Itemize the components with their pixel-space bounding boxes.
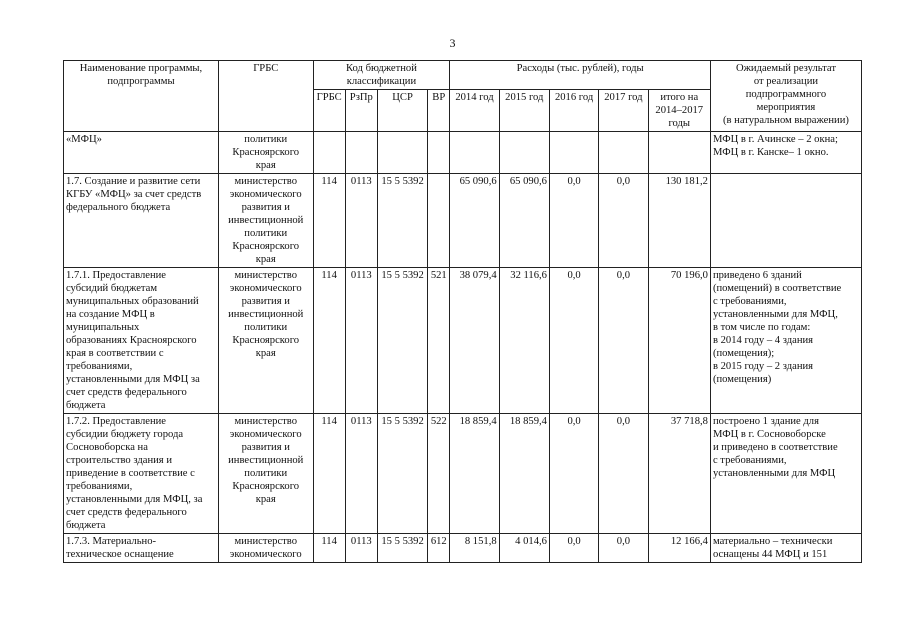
header-result-line: мероприятия xyxy=(756,102,816,113)
cell-total xyxy=(648,132,710,174)
cell-line: Красноярского xyxy=(232,147,300,158)
cell-line: установленными для МФЦ за xyxy=(66,374,200,385)
subheader-total xyxy=(648,90,710,132)
cell-csr: 15 5 5392 xyxy=(377,414,427,534)
cell-line: бюджета xyxy=(66,400,106,411)
cell-line: муниципальных xyxy=(66,322,140,333)
cell-line: Красноярского xyxy=(232,335,300,346)
cell-line: построено 1 здание для xyxy=(712,416,819,427)
cell-total: 70 196,0 xyxy=(648,268,710,414)
cell-y2015: 4 014,6 xyxy=(499,534,549,563)
cell-grbs xyxy=(218,414,313,534)
cell-y2016 xyxy=(549,132,598,174)
cell-line: с требованиями, xyxy=(712,296,787,307)
cell-csr: 15 5 5392 xyxy=(377,268,427,414)
header-result xyxy=(710,61,861,132)
cell-line: 1.7.1. Предоставление xyxy=(66,270,166,281)
cell-code-grbs xyxy=(313,132,345,174)
cell-y2016: 0,0 xyxy=(549,174,598,268)
header-name xyxy=(64,61,219,132)
cell-line: требованиями, xyxy=(66,481,133,492)
cell-line: с требованиями, xyxy=(712,455,787,466)
cell-csr: 15 5 5392 xyxy=(377,534,427,563)
table-row xyxy=(64,174,862,268)
cell-vr xyxy=(428,132,450,174)
cell-line: экономического xyxy=(229,189,302,200)
cell-code-grbs: 114 xyxy=(313,534,345,563)
subheader-csr: ЦСР xyxy=(377,90,427,132)
cell-vr xyxy=(428,174,450,268)
header-name-line: подпрограммы xyxy=(107,76,175,87)
table-row xyxy=(64,132,862,174)
cell-line: края xyxy=(255,160,276,171)
cell-line: развития и xyxy=(241,296,290,307)
cell-grbs xyxy=(218,534,313,563)
cell-line: на создание МФЦ в xyxy=(66,309,155,320)
cell-line: развития и xyxy=(241,442,290,453)
table-row xyxy=(64,268,862,414)
cell-line: МФЦ в г. Канске– 1 окно. xyxy=(712,147,829,158)
cell-name xyxy=(64,414,219,534)
cell-line: техническое оснащение xyxy=(66,549,174,560)
cell-rzpr: 0113 xyxy=(345,414,377,534)
subheader-total-line: итого на xyxy=(660,92,699,103)
cell-line: инвестиционной xyxy=(228,455,304,466)
budget-table xyxy=(63,60,862,563)
cell-y2016: 0,0 xyxy=(549,414,598,534)
cell-line: экономического xyxy=(229,549,302,560)
cell-rzpr xyxy=(345,132,377,174)
cell-result xyxy=(710,534,861,563)
cell-y2017 xyxy=(599,132,648,174)
cell-line: требованиями, xyxy=(66,361,133,372)
cell-total: 130 181,2 xyxy=(648,174,710,268)
cell-line: министерство xyxy=(234,536,298,547)
cell-line: Красноярского xyxy=(232,481,300,492)
cell-name xyxy=(64,534,219,563)
cell-total: 37 718,8 xyxy=(648,414,710,534)
cell-line: КГБУ «МФЦ» за счет средств xyxy=(66,189,202,200)
header-result-line: от реализации xyxy=(753,76,819,87)
cell-line: установленными для МФЦ xyxy=(712,468,836,479)
cell-line: политики xyxy=(244,134,288,145)
cell-y2014: 38 079,4 xyxy=(450,268,499,414)
cell-line: края в соответствии с xyxy=(66,348,164,359)
subheader-2015: 2015 год xyxy=(499,90,549,132)
header-row-1 xyxy=(64,61,862,90)
cell-line: (помещений) в соответствие xyxy=(712,283,842,294)
cell-y2014: 65 090,6 xyxy=(450,174,499,268)
cell-line: МФЦ в г. Ачинске – 2 окна; xyxy=(712,134,838,145)
cell-line: Сосновоборска на xyxy=(66,442,148,453)
cell-line: министерство xyxy=(234,416,298,427)
table-body xyxy=(64,132,862,563)
cell-total: 12 166,4 xyxy=(648,534,710,563)
cell-y2015: 18 859,4 xyxy=(499,414,549,534)
cell-name xyxy=(64,268,219,414)
cell-line: установленными для МФЦ, xyxy=(712,309,838,320)
subheader-grbs: ГРБС xyxy=(313,90,345,132)
cell-line: приведено 6 зданий xyxy=(712,270,802,281)
subheader-total-line: 2014–2017 xyxy=(655,105,704,116)
cell-line: материально – технически xyxy=(712,536,833,547)
cell-line: установленными для МФЦ, за xyxy=(66,494,203,505)
cell-line: в 2014 году – 4 здания xyxy=(712,335,814,346)
cell-grbs xyxy=(218,174,313,268)
table-row xyxy=(64,414,862,534)
cell-name xyxy=(64,174,219,268)
header-result-line: (в натуральном выражении) xyxy=(723,115,849,126)
header-kbk-line: классификации xyxy=(346,76,417,87)
header-name-line: Наименование программы, xyxy=(79,63,203,74)
cell-line: муниципальных образований xyxy=(66,296,199,307)
cell-grbs xyxy=(218,268,313,414)
cell-result xyxy=(710,174,861,268)
header-kbk-line: Код бюджетной xyxy=(346,63,417,74)
cell-grbs xyxy=(218,132,313,174)
cell-line: федерального бюджета xyxy=(66,202,171,213)
subheader-2016: 2016 год xyxy=(549,90,598,132)
cell-y2015: 65 090,6 xyxy=(499,174,549,268)
cell-line: в том числе по годам: xyxy=(712,322,811,333)
cell-line: края xyxy=(255,348,276,359)
table-row xyxy=(64,534,862,563)
cell-rzpr: 0113 xyxy=(345,174,377,268)
cell-vr: 522 xyxy=(428,414,450,534)
cell-line: в 2015 году – 2 здания xyxy=(712,361,814,372)
cell-code-grbs: 114 xyxy=(313,414,345,534)
cell-line: оснащены 44 МФЦ и 151 xyxy=(712,549,828,560)
cell-line: края xyxy=(255,254,276,265)
subheader-rzpr: РзПр xyxy=(345,90,377,132)
cell-code-grbs: 114 xyxy=(313,268,345,414)
cell-line: субсидии бюджету города xyxy=(66,429,184,440)
cell-name xyxy=(64,132,219,174)
header-result-line: подпрограммного xyxy=(745,89,827,100)
cell-line: счет средств федерального xyxy=(66,387,187,398)
subheader-vr: ВР xyxy=(428,90,450,132)
cell-csr xyxy=(377,132,427,174)
cell-result xyxy=(710,268,861,414)
cell-line: субсидий бюджетам xyxy=(66,283,158,294)
cell-line: строительство здания и xyxy=(66,455,172,466)
cell-result xyxy=(710,132,861,174)
cell-line: «МФЦ» xyxy=(66,134,102,145)
header-result-line: Ожидаемый результат xyxy=(735,63,836,74)
header-expenses: Расходы (тыс. рублей), годы xyxy=(450,61,711,90)
cell-y2014 xyxy=(450,132,499,174)
cell-vr: 612 xyxy=(428,534,450,563)
cell-line: политики xyxy=(244,322,288,333)
cell-line: бюджета xyxy=(66,520,106,531)
cell-y2016: 0,0 xyxy=(549,534,598,563)
cell-line: приведение в соответствие с xyxy=(66,468,195,479)
cell-line: края xyxy=(255,494,276,505)
cell-line: министерство xyxy=(234,270,298,281)
cell-result xyxy=(710,414,861,534)
cell-line: экономического xyxy=(229,283,302,294)
cell-y2014: 18 859,4 xyxy=(450,414,499,534)
cell-line: развития и xyxy=(241,202,290,213)
cell-y2014: 8 151,8 xyxy=(450,534,499,563)
cell-line: Красноярского xyxy=(232,241,300,252)
cell-line: политики xyxy=(244,468,288,479)
cell-line: инвестиционной xyxy=(228,309,304,320)
cell-y2017: 0,0 xyxy=(599,534,648,563)
subheader-2017: 2017 год xyxy=(599,90,648,132)
cell-vr: 521 xyxy=(428,268,450,414)
cell-y2017: 0,0 xyxy=(599,414,648,534)
cell-csr: 15 5 5392 xyxy=(377,174,427,268)
cell-y2015: 32 116,6 xyxy=(499,268,549,414)
cell-line: 1.7.3. Материально- xyxy=(66,536,157,547)
cell-y2017: 0,0 xyxy=(599,174,648,268)
cell-line: счет средств федерального xyxy=(66,507,187,518)
cell-line: 1.7. Создание и развитие сети xyxy=(66,176,201,187)
header-kbk xyxy=(313,61,450,90)
subheader-total-line: годы xyxy=(668,118,691,129)
cell-y2015 xyxy=(499,132,549,174)
cell-line: политики xyxy=(244,228,288,239)
cell-line: 1.7.2. Предоставление xyxy=(66,416,166,427)
cell-line: и приведено в соответствие xyxy=(712,442,838,453)
cell-line: (помещения); xyxy=(712,348,775,359)
cell-rzpr: 0113 xyxy=(345,534,377,563)
cell-y2017: 0,0 xyxy=(599,268,648,414)
cell-line: (помещения) xyxy=(712,374,772,385)
cell-y2016: 0,0 xyxy=(549,268,598,414)
cell-code-grbs: 114 xyxy=(313,174,345,268)
cell-line: МФЦ в г. Сосновоборске xyxy=(712,429,826,440)
header-grbs: ГРБС xyxy=(218,61,313,132)
subheader-2014: 2014 год xyxy=(450,90,499,132)
cell-rzpr: 0113 xyxy=(345,268,377,414)
cell-line: экономического xyxy=(229,429,302,440)
cell-line: министерство xyxy=(234,176,298,187)
cell-line: инвестиционной xyxy=(228,215,304,226)
cell-line: образованиях Красноярского xyxy=(66,335,197,346)
page-number: 3 xyxy=(449,36,456,50)
